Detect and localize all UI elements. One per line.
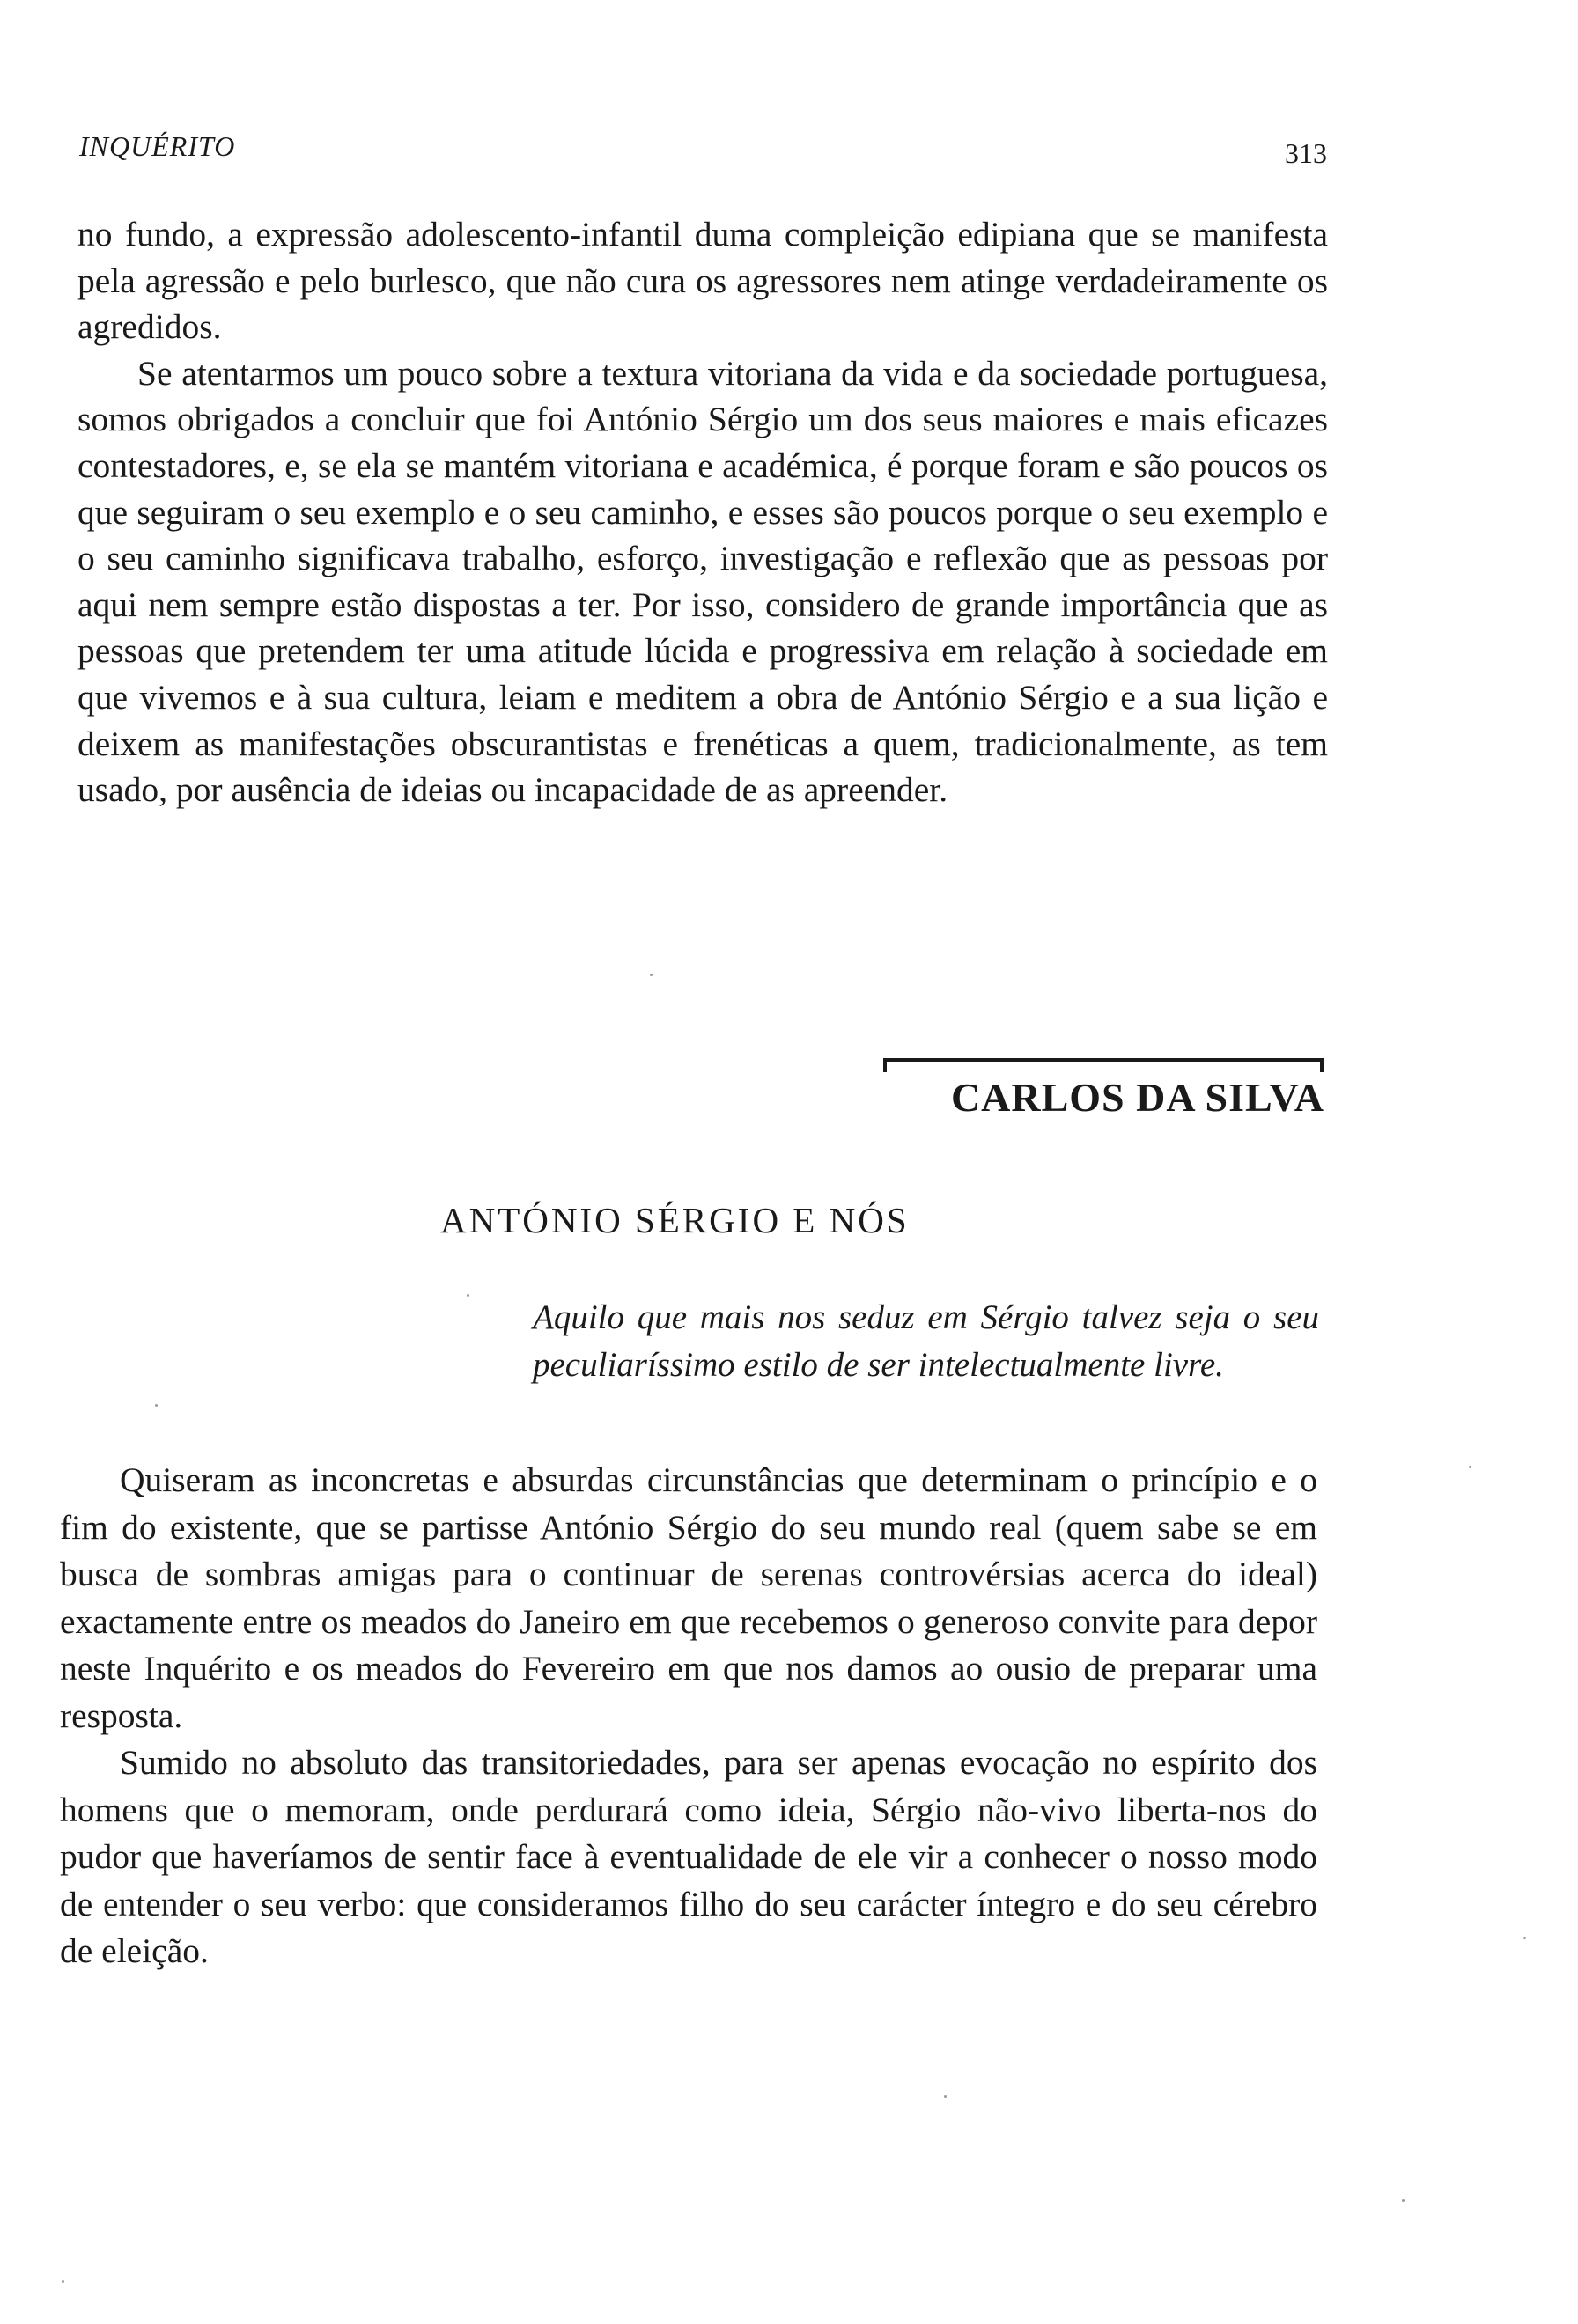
scan-speck <box>1523 1937 1526 1939</box>
previous-article-continuation <box>77 211 1328 813</box>
scan-speck <box>1402 2199 1405 2202</box>
author-rule <box>883 1058 1324 1072</box>
article-title: ANTÓNIO SÉRGIO E NÓS <box>440 1200 910 1240</box>
scan-speck <box>1469 1466 1471 1468</box>
paragraph: Sumido no absoluto das transitoriedades, para ser apenas evocação no espírito dos homens que o memoram, onde perdurará como ideia, Sérgio não-vivo liberta-nos do pudor que haveríamos de sentir face à eventualidade de ele vir a conhecer o nosso modo de entender o seu verbo: que consideramos filho do seu carácter íntegro e do seu cérebro de eleição. <box>60 1743 1317 1970</box>
running-title: INQUÉRITO <box>79 130 236 162</box>
rule-bar <box>883 1058 1324 1062</box>
author-name: CARLOS DA SILVA <box>950 1075 1324 1120</box>
paragraph: Se atentarmos um pouco sobre a textura vitoriana da vida e da sociedade portuguesa, somos obrigados a concluir que foi António Sérgio um dos seus maiores e mais eficazes contestadores, e, se ela se mantém vitoriana e académica, é porque foram e são poucos os que seguiram o seu exemplo e o seu caminho, e esses são poucos porque o seu exemplo e o seu caminho significava trabalho, esforço, investigação e reflexão que as pessoas por aqui nem sempre estão dispostas a ter. Por isso, considero de grande importância que as pessoas que pretendem ter uma atitude lúcida e progressiva em relação à sociedade em que vivemos e à sua cultura, leiam e meditem a obra de António Sérgio e a sua lição e deixem as manifestações obscurantistas e frenéticas a quem, tradicionalmente, as tem usado, por ausência de ideias ou incapacidade de as apreender. <box>77 353 1328 810</box>
article-body <box>60 1457 1317 1975</box>
epigraph <box>533 1294 1319 1389</box>
scan-speck <box>467 1294 469 1297</box>
page-number: 313 <box>1285 137 1327 169</box>
paragraph: Quiseram as inconcretas e absurdas circunstâncias que determinam o princípio e o fim do existente, que se partisse António Sérgio do seu mundo real (quem sabe se em busca de sombras amigas para o continuar de serenas controvérsias acerca do ideal) exactamente entre os meados do Janeiro em que recebemos o generoso convite para depor neste Inquérito e os meados do Fevereiro em que nos damos ao ousio de preparar uma resposta. <box>60 1460 1317 1735</box>
scan-speck <box>944 2095 947 2098</box>
epigraph-text: Aquilo que mais nos seduz em Sérgio talvez seja o seu peculiaríssimo estilo de ser intelectualmente livre. <box>533 1298 1319 1384</box>
paragraph-continued: no fundo, a expressão adolescento-infantil duma compleição edipiana que se manifesta pela agressão e pelo burlesco, que não cura os agressores nem atinge verdadeiramente os agredidos. <box>77 215 1328 347</box>
scan-speck <box>155 1404 158 1407</box>
scan-speck <box>650 974 653 976</box>
rule-tick-left <box>883 1058 887 1072</box>
running-header <box>79 130 1327 174</box>
rule-tick-right <box>1320 1058 1324 1072</box>
scan-speck <box>62 2280 64 2283</box>
